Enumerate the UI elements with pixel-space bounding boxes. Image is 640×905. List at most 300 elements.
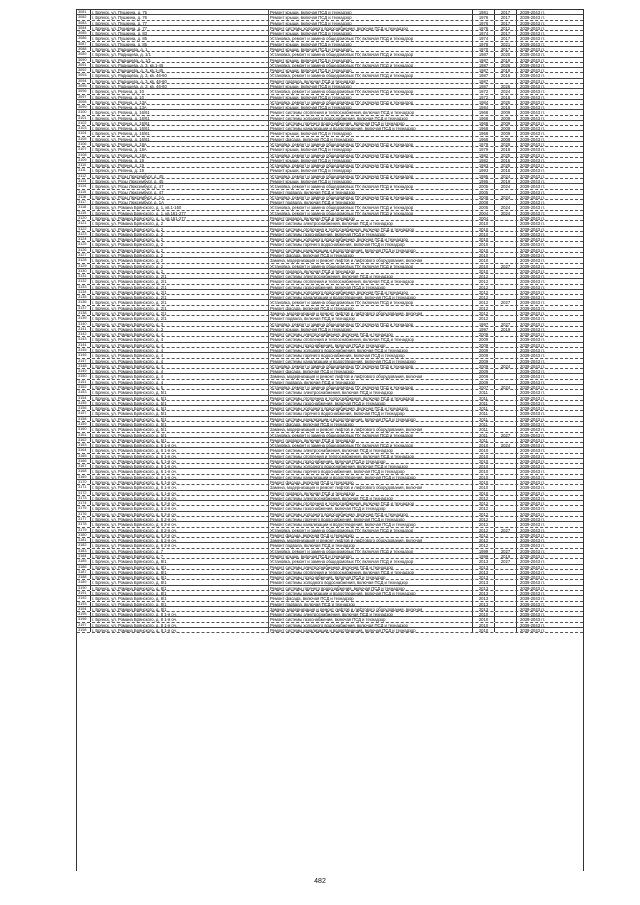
row-year-built: 2009 xyxy=(473,369,495,373)
row-number: 3099 xyxy=(77,105,91,109)
row-address: г. Брянск, ул. Репина, д. 16/61 xyxy=(91,126,269,130)
row-work-type: Ремонт подвала, включая ПСД и технадзор xyxy=(269,269,473,273)
row-year-built: 2012 xyxy=(473,316,495,320)
row-work-type: Ремонт системы холодного водоснабжения, включая ПСД и технадзор xyxy=(269,464,473,468)
row-number: 3151 xyxy=(77,380,91,384)
row-last-repair-year xyxy=(495,417,517,421)
row-planned-period: 2039-2043 гг. xyxy=(520,348,545,353)
row-work-type: Установка, ремонт и замена общедомовых ПУ, включая ПСД и технадзор xyxy=(269,100,473,104)
row-year-built: 1976 xyxy=(473,21,495,25)
row-planned-period: 2039-2043 гг. xyxy=(520,57,545,62)
row-planned-period: 2039-2043 гг. xyxy=(520,590,545,596)
row-work-type: Замена, модернизация и ремонт лифтов и лифтового оборудования, включая xyxy=(269,538,473,542)
row-planned-period: 2039-2043 гг. xyxy=(520,147,545,152)
row-last-repair-year xyxy=(495,401,517,405)
row-address: г. Брянск, ул. Репина, д. 18А xyxy=(91,142,269,146)
row-address: г. Брянск, ул. Романа Брянского, д. 8/1 xyxy=(91,559,269,563)
row-number: 3118 xyxy=(77,205,91,209)
row-work-type: Ремонт фасада, включая ПСД и технадзор xyxy=(269,480,473,484)
row-number: 3183 xyxy=(77,549,91,553)
row-number: 3161 xyxy=(77,433,91,437)
row-planned-period: 2039-2043 гг. xyxy=(520,480,545,485)
row-year-built: 1976 xyxy=(473,26,495,30)
row-work-type: Ремонт системы горячего водоснабжения, включая ПСД и технадзор xyxy=(269,121,473,125)
row-number: 3098 xyxy=(77,100,91,104)
row-address: г. Брянск, ул. Романа Брянского, д. 3 xyxy=(91,327,269,331)
row-last-repair-year: 2018 xyxy=(495,147,517,151)
row-work-type: Ремонт крыши, включая ПСД и технадзор xyxy=(269,554,473,558)
row-work-type: Ремонт крыши, включая ПСД и технадзор xyxy=(269,47,473,51)
row-number: 3101 xyxy=(77,116,91,120)
row-planned-period: 2039-2043 гг. xyxy=(520,179,545,184)
row-year-built: 2010 xyxy=(473,258,495,262)
row-planned-period: 2039-2043 гг. xyxy=(520,622,545,627)
row-address: г. Брянск, ул. Репина, д. 18А xyxy=(91,153,269,157)
row-planned-period: 2039-2043 гг. xyxy=(520,83,545,89)
row-number: 3195 xyxy=(77,612,91,616)
row-work-type: Ремонт системы холодного водоснабжения, включая ПСД и технадзор xyxy=(269,623,473,627)
row-year-built: 1968 xyxy=(473,110,495,114)
row-work-type: Ремонт подвала, включая ПСД и технадзор xyxy=(269,200,473,204)
row-number: 3135 xyxy=(77,295,91,299)
row-address: г. Брянск, ул. Репина, д. 16/61 xyxy=(91,121,269,125)
row-work-type: Ремонт фасада, включая ПСД и технадзор xyxy=(269,306,473,310)
row-planned-period: 2039-2043 гг. xyxy=(520,585,545,590)
row-planned-period: 2039-2043 гг. xyxy=(520,274,545,279)
row-year-built: 2010 xyxy=(473,443,495,447)
row-work-type: Ремонт системы газоснабжения, включая ПСД и технадзор xyxy=(269,459,473,463)
row-year-built: 1982 xyxy=(473,153,495,157)
row-last-repair-year: 2016 xyxy=(495,158,517,162)
row-work-type: Установка, ремонт и замена общедомовых ПУ, включая ПСД и технадзор xyxy=(269,364,473,368)
row-planned-period: 2039-2043 гг. xyxy=(520,120,545,126)
row-planned-period: 2039-2043 гг. xyxy=(520,443,545,448)
row-planned-period: 2039-2043 гг. xyxy=(520,427,545,432)
row-address: г. Брянск, ул. Репина, д. 16/61 xyxy=(91,131,269,135)
row-address: г. Брянск, ул. Романа Брянского, д. 8/1 xyxy=(91,591,269,595)
row-address: г. Брянск, ул. Романа Брянского, д. 4 xyxy=(91,332,269,336)
row-address: г. Брянск, ул. Романа Брянского, д. 2/1 xyxy=(91,274,269,278)
row-last-repair-year xyxy=(495,274,517,278)
row-last-repair-year xyxy=(495,464,517,468)
row-year-built: 1970 xyxy=(473,47,495,51)
row-last-repair-year: 2009 xyxy=(495,131,517,135)
row-last-repair-year xyxy=(495,459,517,463)
row-address: г. Брянск, ул. Романа Брянского, д. 6 2-я оч. xyxy=(91,501,269,505)
row-planned-period: 2039-2043 гг. xyxy=(520,311,545,316)
row-last-repair-year: 2027 xyxy=(495,264,517,268)
row-address: г. Брянск, ул. Романа Брянского, д. 2 xyxy=(91,253,269,257)
row-year-built: 2011 xyxy=(473,411,495,415)
row-last-repair-year: 2025 xyxy=(495,100,517,104)
row-number: 3106 xyxy=(77,142,91,146)
row-last-repair-year xyxy=(495,396,517,400)
row-last-repair-year xyxy=(495,343,517,347)
row-last-repair-year xyxy=(495,522,517,526)
row-work-type: Ремонт системы электроснабжения, включая ПСД и технадзор xyxy=(269,221,473,225)
row-work-type: Ремонт подвала, включая ПСД и технадзор xyxy=(269,491,473,495)
row-year-built: 2010 xyxy=(473,248,495,252)
row-number: 3172 xyxy=(77,491,91,495)
row-last-repair-year: 2024 xyxy=(495,174,517,178)
row-planned-period: 2039-2043 гг. xyxy=(520,543,545,548)
row-planned-period: 2039-2043 гг. xyxy=(520,295,545,300)
row-address: г. Брянск, ул. Розы Люксембург, д. 47 xyxy=(91,190,269,194)
row-work-type: Ремонт системы отопления и теплоснабжения, включая ПСД и технадзор xyxy=(269,570,473,574)
row-work-type: Ремонт подвала, включая ПСД и технадзор xyxy=(269,438,473,442)
row-year-built: 1968 xyxy=(473,137,495,141)
row-last-repair-year xyxy=(495,617,517,621)
row-last-repair-year: 2024 xyxy=(495,364,517,368)
row-last-repair-year: 2009 xyxy=(495,116,517,120)
row-last-repair-year: 2024 xyxy=(495,205,517,209)
row-planned-period: 2039-2043 гг. xyxy=(520,580,545,585)
row-year-built: 2010 xyxy=(473,469,495,473)
row-year-built: 2012 xyxy=(473,501,495,505)
row-number: 3146 xyxy=(77,353,91,357)
row-address: г. Брянск, ул. Репина, д. 13А xyxy=(91,105,269,109)
row-work-type: Установка, ремонт и замена общедомовых ПУ, включая ПСД и технадзор xyxy=(269,300,473,304)
row-planned-period: 2039-2043 гг. xyxy=(520,458,545,464)
row-number: 3190 xyxy=(77,586,91,590)
row-work-type: Ремонт системы канализации и водоотведения, включая ПСД и технадзор xyxy=(269,295,473,299)
row-number: 3129 xyxy=(77,264,91,268)
row-planned-period: 2039-2043 гг. xyxy=(520,289,545,295)
row-address: г. Брянск, ул. Романа Брянского, д. 5/1 xyxy=(91,401,269,405)
row-number: 3087 xyxy=(77,42,91,46)
row-year-built: 2009 xyxy=(473,332,495,336)
row-year-built: 2005 xyxy=(473,190,495,194)
row-planned-period: 2039-2043 гг. xyxy=(520,31,545,36)
row-planned-period: 2039-2043 гг. xyxy=(520,36,545,41)
row-last-repair-year xyxy=(495,480,517,484)
row-planned-period: 2039-2043 гг. xyxy=(520,73,545,78)
row-number: 3104 xyxy=(77,131,91,135)
row-number: 3189 xyxy=(77,580,91,584)
row-planned-period: 2039-2043 гг. xyxy=(520,247,545,252)
row-number: 3149 xyxy=(77,369,91,373)
row-work-type: Ремонт крыши, включая ПСД и технадзор xyxy=(269,21,473,25)
row-work-type: Установка, ремонт и замена общедомовых ПУ, включая ПСД и технадзор xyxy=(269,322,473,326)
row-last-repair-year xyxy=(495,575,517,579)
row-number: 3162 xyxy=(77,438,91,442)
row-number: 3120 xyxy=(77,216,91,220)
row-address: г. Брянск, ул. Романа Брянского, д. 8/1 xyxy=(91,607,269,611)
row-work-type: Установка, ремонт и замена общедомовых ПУ, включая ПСД и технадзор xyxy=(269,211,473,215)
row-last-repair-year xyxy=(495,374,517,378)
row-work-type: Ремонт системы канализации и водоотведения, включая ПСД и технадзор xyxy=(269,417,473,421)
row-number: 3136 xyxy=(77,300,91,304)
row-number: 3128 xyxy=(77,258,91,262)
row-planned-period: 2039-2043 гг. xyxy=(520,268,545,274)
row-number: 3171 xyxy=(77,485,91,489)
row-year-built: 2011 xyxy=(473,417,495,421)
row-planned-period: 2039-2043 гг. xyxy=(520,464,545,469)
row-planned-period: 2039-2043 гг. xyxy=(520,226,545,231)
row-address: г. Брянск, ул. Репина, д. 18А xyxy=(91,147,269,151)
row-planned-period: 2039-2043 гг. xyxy=(520,342,545,347)
row-year-built: 2011 xyxy=(473,396,495,400)
row-work-type: Ремонт крыши, включая ПСД и технадзор xyxy=(269,68,473,72)
row-number: 3095 xyxy=(77,84,91,88)
row-year-built: 1993 xyxy=(473,168,495,172)
row-address: г. Брянск, ул. Радищева, д. 1 xyxy=(91,47,269,51)
row-work-type: Ремонт системы отопления и теплоснабжения, включая ПСД и технадзор xyxy=(269,337,473,341)
row-number: 3145 xyxy=(77,348,91,352)
row-work-type: Установка, ремонт и замена общедомовых ПУ, включая ПСД и технадзор xyxy=(269,385,473,389)
row-planned-period: 2039-2043 гг. xyxy=(520,606,545,612)
row-year-built: 1981 xyxy=(473,10,495,14)
row-number: 3198 xyxy=(77,628,91,632)
row-year-built: 1968 xyxy=(473,131,495,135)
row-number: 3093 xyxy=(77,73,91,77)
row-last-repair-year xyxy=(495,390,517,394)
row-planned-period: 2039-2043 гг. xyxy=(520,210,545,215)
row-number: 3184 xyxy=(77,554,91,558)
row-year-built: 2012 xyxy=(473,274,495,278)
row-year-built: 2004 xyxy=(473,211,495,215)
row-last-repair-year xyxy=(495,623,517,627)
row-last-repair-year xyxy=(495,269,517,273)
row-work-type: Установка, ремонт и замена общедомовых ПУ, включая ПСД и технадзор xyxy=(269,73,473,77)
row-work-type: Ремонт системы отопления и теплоснабжения, включая ПСД и технадзор xyxy=(269,227,473,231)
row-work-type: Ремонт системы канализации и водоотведения, включая ПСД и технадзор xyxy=(269,359,473,363)
row-address: г. Брянск, ул. Романа Брянского, д. 5/1 xyxy=(91,438,269,442)
row-year-built: 1995 xyxy=(473,179,495,183)
row-work-type: Ремонт крыши, включая ПСД и технадзор xyxy=(269,42,473,46)
row-work-type: Установка, ремонт и замена общедомовых ПУ, включая ПСД и технадзор xyxy=(269,52,473,56)
row-year-built: 1997 xyxy=(473,327,495,331)
row-work-type: Ремонт фасада, включая ПСД и технадзор xyxy=(269,422,473,426)
row-last-repair-year xyxy=(495,227,517,231)
row-last-repair-year xyxy=(495,316,517,320)
row-year-built: 1978 xyxy=(473,42,495,46)
row-last-repair-year: 2017 xyxy=(495,47,517,51)
page-number: 482 xyxy=(314,878,326,885)
row-work-type: Ремонт крыши, включая ПСД и технадзор xyxy=(269,10,473,14)
row-address: г. Брянск, ул. Радищева, д. 1/1 xyxy=(91,58,269,62)
row-work-type: Ремонт системы отопления и теплоснабжения, включая ПСД и технадзор xyxy=(269,279,473,283)
row-work-type: Ремонт системы холодного водоснабжения, включая ПСД и технадзор xyxy=(269,580,473,584)
row-number: 3109 xyxy=(77,158,91,162)
row-work-type: Ремонт крыши, включая ПСД и технадзор xyxy=(269,84,473,88)
row-number: 3178 xyxy=(77,522,91,526)
row-year-built: 2010 xyxy=(473,264,495,268)
row-planned-period: 2039-2043 гг. xyxy=(520,596,545,601)
row-number: 3096 xyxy=(77,89,91,93)
row-number: 3170 xyxy=(77,480,91,484)
row-work-type: Ремонт крыши, включая ПСД и технадзор xyxy=(269,15,473,19)
row-work-type: Ремонт системы электроснабжения, включая ПСД и технадзор xyxy=(269,390,473,394)
row-year-built: 1987 xyxy=(473,79,495,83)
row-work-type: Установка, ремонт и замена общедомовых ПУ, включая ПСД и технадзор xyxy=(269,264,473,268)
row-address: г. Брянск, ул. Романа Брянского, д. 8 1-я оч. xyxy=(91,628,269,632)
row-address: г. Брянск, ул. Романа Брянского, д. 1, кв.161-277 xyxy=(91,216,269,220)
row-planned-period: 2039-2043 гг. xyxy=(520,305,545,311)
row-work-type: Ремонт системы отопления и теплоснабжения, включая ПСД и технадзор xyxy=(269,501,473,505)
row-address: г. Брянск, ул. Розы Люксембург, д. 1А xyxy=(91,200,269,204)
row-address: г. Брянск, ул. Романа Брянского, д. 8/1 xyxy=(91,575,269,579)
row-address: г. Брянск, ул. Пушкина, д. 77 xyxy=(91,21,269,25)
row-year-built: 1987 xyxy=(473,73,495,77)
row-last-repair-year: 2018 xyxy=(495,168,517,172)
row-planned-period: 2039-2043 гг. xyxy=(520,421,545,427)
row-address: г. Брянск, ул. Романа Брянского, д. 8 1-я оч. xyxy=(91,617,269,621)
row-planned-period: 2039-2043 гг. xyxy=(520,353,545,358)
row-number: 3121 xyxy=(77,221,91,225)
row-year-built: 2010 xyxy=(473,480,495,484)
row-planned-period: 2039-2043 гг. xyxy=(520,532,545,538)
row-last-repair-year xyxy=(495,406,517,410)
row-number: 3114 xyxy=(77,184,91,188)
row-planned-period: 2039-2043 гг. xyxy=(520,68,545,73)
row-last-repair-year xyxy=(495,359,517,363)
row-planned-period: 2039-2043 гг. xyxy=(520,601,545,606)
row-planned-period: 2039-2043 гг. xyxy=(520,131,545,136)
row-last-repair-year: 2024 xyxy=(495,385,517,389)
row-year-built: 2013 xyxy=(473,607,495,611)
row-last-repair-year xyxy=(495,491,517,495)
row-address: г. Брянск, ул. Романа Брянского, д. 5/1 xyxy=(91,396,269,400)
row-number: 3174 xyxy=(77,501,91,505)
row-year-built: 2013 xyxy=(473,575,495,579)
row-number: 3134 xyxy=(77,290,91,294)
row-address: г. Брянск, ул. Репина, д. 10 xyxy=(91,89,269,93)
row-number: 3153 xyxy=(77,390,91,394)
row-planned-period: 2039-2043 гг. xyxy=(520,200,545,205)
row-last-repair-year xyxy=(495,253,517,257)
row-address: г. Брянск, ул. Радищева, д. 3, кв.1-45 xyxy=(91,63,269,67)
table-row xyxy=(77,628,583,633)
row-planned-period: 2039-2043 гг. xyxy=(520,279,545,284)
row-work-type: Установка, ремонт и замена общедомовых ПУ, включая ПСД и технадзор xyxy=(269,559,473,563)
row-last-repair-year: 2025 xyxy=(495,163,517,167)
row-planned-period: 2039-2043 гг. xyxy=(520,337,545,342)
row-number: 3164 xyxy=(77,448,91,452)
row-planned-period: 2039-2043 гг. xyxy=(520,316,545,321)
row-work-type: Ремонт крыши, включая ПСД и технадзор xyxy=(269,58,473,62)
row-address: г. Брянск, ул. Романа Брянского, д. 7 xyxy=(91,554,269,558)
row-address: г. Брянск, ул. Романа Брянского, д. 5/1 xyxy=(91,390,269,394)
row-last-repair-year: 2027 xyxy=(495,433,517,437)
row-number: 3124 xyxy=(77,237,91,241)
row-planned-period: 2039-2043 гг. xyxy=(520,569,545,575)
row-last-repair-year xyxy=(495,565,517,569)
row-address: г. Брянск, ул. Репина, д. 13А xyxy=(91,100,269,104)
row-work-type: Ремонт системы отопления и теплоснабжения, включая ПСД и технадзор xyxy=(269,396,473,400)
row-work-type: Ремонт системы газоснабжения, включая ПСД и технадзор xyxy=(269,232,473,236)
row-address: г. Брянск, ул. Романа Брянского, д. 2 xyxy=(91,237,269,241)
row-year-built: 2013 xyxy=(473,591,495,595)
row-number: 3108 xyxy=(77,153,91,157)
row-address: г. Брянск, ул. Романа Брянского, д. 6 1-я оч. xyxy=(91,480,269,484)
row-planned-period: 2039-2043 гг. xyxy=(520,400,545,406)
row-work-type: Ремонт системы газоснабжения, включая ПСД и технадзор xyxy=(269,617,473,621)
row-last-repair-year xyxy=(495,586,517,590)
row-last-repair-year xyxy=(495,506,517,510)
row-address: г. Брянск, ул. Романа Брянского, д. 4 xyxy=(91,364,269,368)
row-number: 3100 xyxy=(77,110,91,114)
row-year-built: 2013 xyxy=(473,580,495,584)
row-work-type: Ремонт системы газоснабжения, включая ПСД и технадзор xyxy=(269,343,473,347)
row-last-repair-year xyxy=(495,295,517,299)
row-last-repair-year: 2021 xyxy=(495,42,517,46)
row-year-built: 2012 xyxy=(473,543,495,547)
row-address: г. Брянск, ул. Пушкина, д. 85 xyxy=(91,42,269,46)
row-year-built: 2010 xyxy=(473,227,495,231)
row-number: 3115 xyxy=(77,190,91,194)
row-number: 3176 xyxy=(77,512,91,516)
row-last-repair-year xyxy=(495,438,517,442)
row-address: г. Брянск, ул. Романа Брянского, д. 8/1 xyxy=(91,570,269,574)
row-last-repair-year xyxy=(495,242,517,246)
row-year-built: 2012 xyxy=(473,533,495,537)
row-year-built: 2010 xyxy=(473,242,495,246)
row-year-built: 2009 xyxy=(473,353,495,357)
row-address: г. Брянск, ул. Романа Брянского, д. 6 1-я оч. xyxy=(91,475,269,479)
row-year-built: 1972 xyxy=(473,95,495,99)
row-year-built: 1987 xyxy=(473,63,495,67)
row-number: 3126 xyxy=(77,248,91,252)
row-number: 3147 xyxy=(77,359,91,363)
row-planned-period: 2039-2043 гг. xyxy=(520,469,545,474)
row-work-type: Установка, ремонт и замена общедомовых ПУ, включая ПСД и технадзор xyxy=(269,63,473,67)
row-work-type: Ремонт системы электроснабжения, включая ПСД и технадзор xyxy=(269,448,473,452)
row-year-built: 2012 xyxy=(473,279,495,283)
row-work-type: Ремонт крыши, включая ПСД и технадзор xyxy=(269,327,473,331)
row-last-repair-year: 2026 xyxy=(495,84,517,88)
row-work-type: Ремонт крыши, включая ПСД и технадзор xyxy=(269,31,473,35)
row-address: г. Брянск, ул. Романа Брянского, д. 6 1-я оч. xyxy=(91,448,269,452)
row-planned-period: 2039-2043 гг. xyxy=(520,242,545,247)
row-last-repair-year xyxy=(495,612,517,616)
row-work-type: Ремонт системы холодного водоснабжения, включая ПСД и технадзор xyxy=(269,512,473,516)
row-last-repair-year xyxy=(495,258,517,262)
row-planned-period: 2039-2043 гг. xyxy=(520,163,545,168)
row-last-repair-year: 2025 xyxy=(495,153,517,157)
row-planned-period: 2039-2043 гг. xyxy=(520,548,545,553)
row-last-repair-year: 2009 xyxy=(495,110,517,114)
row-number: 3165 xyxy=(77,454,91,458)
row-work-type: Установка, ремонт и замена общедомовых ПУ, включая ПСД и технадзор xyxy=(269,443,473,447)
row-number: 3193 xyxy=(77,602,91,606)
row-number: 3152 xyxy=(77,385,91,389)
row-work-type: Ремонт крыши, включая ПСД и технадзор xyxy=(269,147,473,151)
row-planned-period: 2039-2043 гг. xyxy=(520,15,545,20)
row-last-repair-year xyxy=(495,591,517,595)
row-work-type: Установка, ремонт и замена общедомовых ПУ, включая ПСД и технадзор xyxy=(269,163,473,167)
row-work-type: Ремонт системы горячего водоснабжения, включая ПСД и технадзор xyxy=(269,411,473,415)
row-address: г. Брянск, ул. Пушкина, д. 85 xyxy=(91,36,269,40)
row-number: 3179 xyxy=(77,528,91,532)
row-number: 3113 xyxy=(77,179,91,183)
row-last-repair-year xyxy=(495,332,517,336)
row-address: г. Брянск, ул. Романа Брянского, д. 1, кв.161-277 xyxy=(91,211,269,215)
row-address: г. Брянск, ул. Радищева, д. 3, кв. 46-60 xyxy=(91,79,269,83)
row-planned-period: 2039-2043 гг. xyxy=(520,474,545,480)
row-planned-period: 2039-2043 гг. xyxy=(520,110,545,115)
row-address: г. Брянск, ул. Романа Брянского, д. 4 xyxy=(91,337,269,341)
row-work-type: Ремонт подвала, включая ПСД и технадзор xyxy=(269,602,473,606)
row-year-built: 2013 xyxy=(473,570,495,574)
row-planned-period: 2039-2043 гг. xyxy=(520,168,545,173)
row-planned-period: 2039-2043 гг. xyxy=(520,627,545,633)
row-last-repair-year: 2027 xyxy=(495,322,517,326)
row-last-repair-year xyxy=(495,543,517,547)
row-work-type: Ремонт фасада, включая ПСД и технадзор xyxy=(269,137,473,141)
row-year-built: 1993 xyxy=(473,163,495,167)
row-planned-period: 2039-2043 гг. xyxy=(520,189,545,194)
